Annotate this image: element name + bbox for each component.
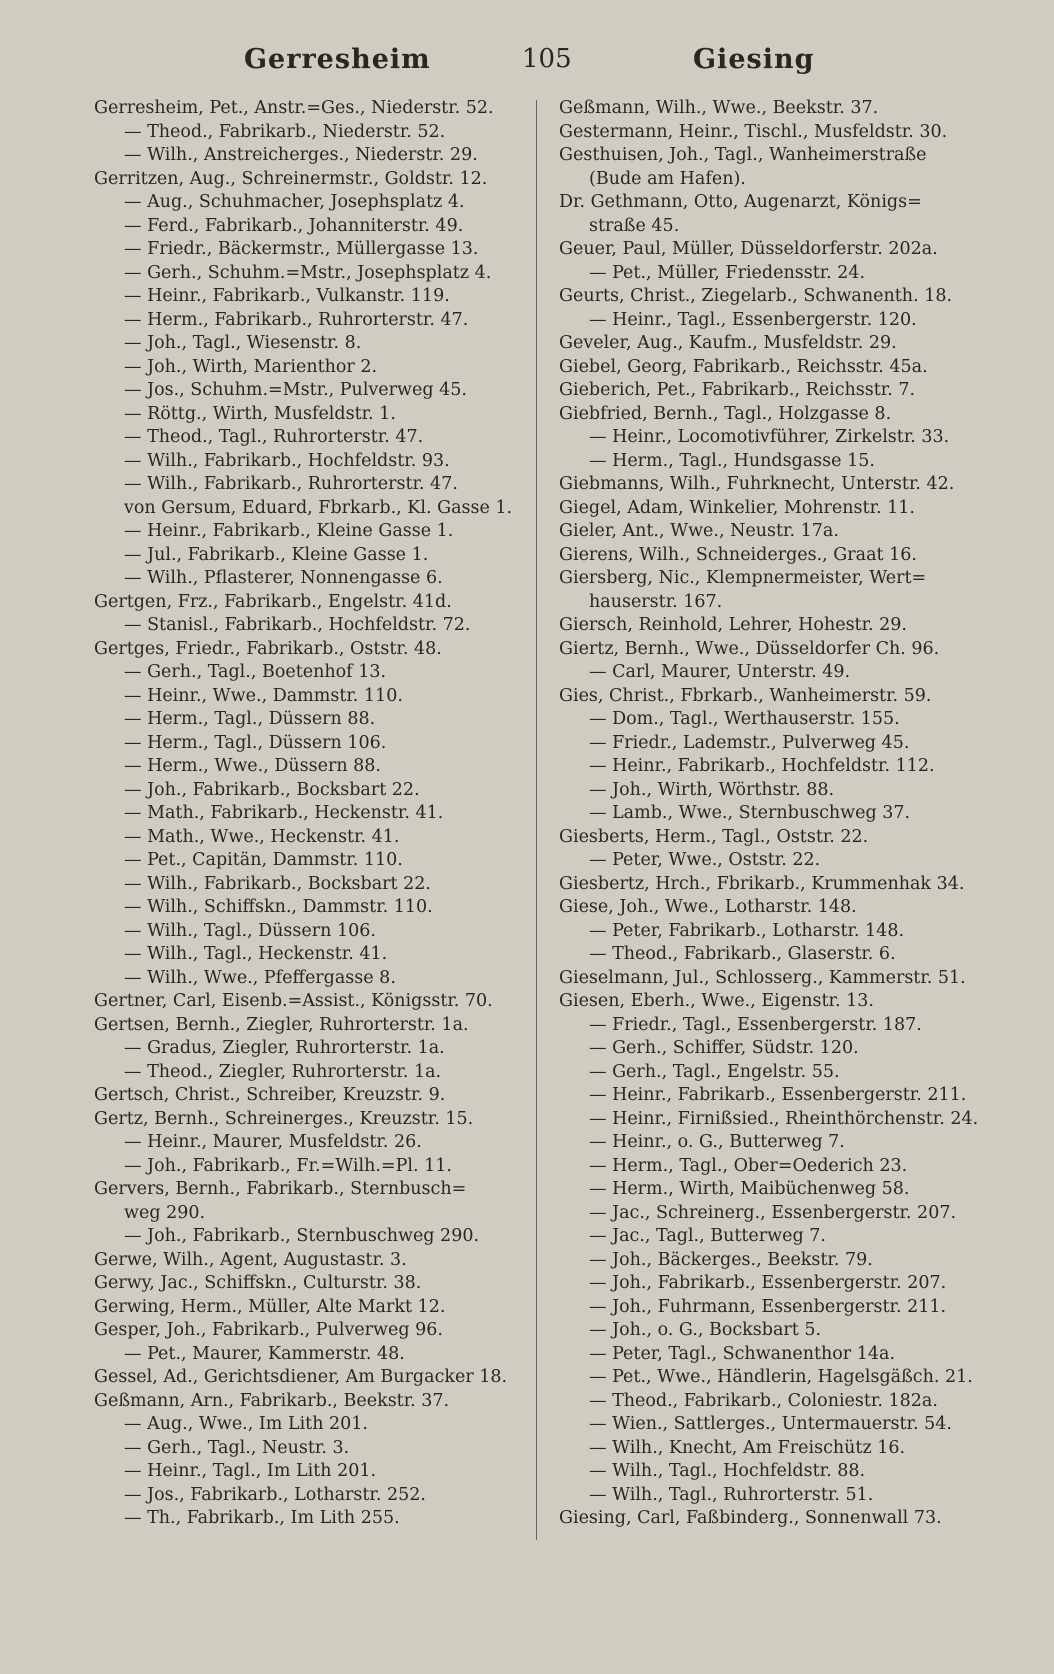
directory-entry: — Jos., Fabrikarb., Lotharstr. 252. — [124, 1484, 426, 1505]
directory-entry: — Heinr., Firnißsied., Rheinthörchenstr. 24. — [589, 1108, 979, 1129]
directory-entry: Gertgen, Frz., Fabrikarb., Engelstr. 41d. — [94, 591, 452, 612]
directory-entry: — Lamb., Wwe., Sternbuschweg 37. — [589, 803, 911, 823]
directory-entry: — Wilh., Knecht, Am Freischütz 16. — [589, 1437, 906, 1458]
directory-entry: Gertner, Carl, Eisenb.=Assist., Königsstr. 70. — [94, 991, 493, 1011]
directory-entry: — Dom., Tagl., Werthauserstr. 155. — [589, 709, 900, 729]
directory-entry: Giertz, Bernh., Wwe., Düsseldorfer Ch. 96. — [559, 638, 940, 659]
directory-entry: Gies, Christ., Fbrkarb., Wanheimerstr. 59. — [559, 685, 932, 706]
directory-entry: — Röttg., Wirth, Musfeldstr. 1. — [124, 403, 396, 424]
directory-entry: — Gerh., Schuhm.=Mstr., Josephsplatz 4. — [124, 262, 492, 283]
directory-entry: Gessel, Ad., Gerichtsdiener, Am Burgacker 18. — [94, 1367, 508, 1387]
page-number: 105 — [522, 44, 572, 74]
directory-entry: — Wilh., Wwe., Pfeffergasse 8. — [124, 967, 396, 988]
directory-entry: Gieberich, Pet., Fabrikarb., Reichsstr. 7. — [559, 380, 916, 400]
directory-entry: — Math., Fabrikarb., Heckenstr. 41. — [124, 803, 444, 823]
directory-entry: — Pet., Capitän, Dammstr. 110. — [124, 850, 403, 870]
directory-entry: Gerresheim, Pet., Anstr.=Ges., Niederstr. 52. — [94, 98, 494, 118]
directory-entry: — Th., Fabrikarb., Im Lith 255. — [124, 1508, 400, 1528]
directory-entry: — Aug., Wwe., Im Lith 201. — [124, 1414, 368, 1434]
directory-entry: Giebfried, Bernh., Tagl., Holzgasse 8. — [559, 403, 892, 424]
directory-entry: Gervers, Bernh., Fabrikarb., Sternbusch= — [94, 1179, 467, 1199]
directory-entry: Gieselmann, Jul., Schlosserg., Kammerstr. 51. — [559, 967, 966, 988]
directory-entry: Gertsch, Christ., Schreiber, Kreuzstr. 9. — [94, 1085, 446, 1105]
directory-entry: — Jul., Fabrikarb., Kleine Gasse 1. — [124, 544, 429, 565]
directory-entry: Geßmann, Wilh., Wwe., Beekstr. 37. — [559, 98, 879, 118]
directory-entry: Gierens, Wilh., Schneiderges., Graat 16. — [559, 544, 917, 565]
directory-entry: — Gerh., Tagl., Boetenhof 13. — [124, 662, 387, 682]
directory-entry: — Friedr., Bäckermstr., Müllergasse 13. — [124, 239, 479, 259]
directory-entry: Geßmann, Arn., Fabrikarb., Beekstr. 37. — [94, 1390, 450, 1411]
directory-entry: — Wilh., Anstreicherges., Niederstr. 29. — [124, 145, 478, 165]
directory-entry: — Herm., Tagl., Hundsgasse 15. — [589, 450, 875, 471]
directory-entry: — Gerh., Tagl., Engelstr. 55. — [589, 1061, 840, 1082]
directory-entry: — Carl, Maurer, Unterstr. 49. — [589, 662, 851, 682]
directory-entry: — Wien., Sattlerges., Untermauerstr. 54. — [589, 1414, 952, 1434]
directory-entry: — Heinr., Tagl., Im Lith 201. — [124, 1461, 377, 1481]
directory-entry: Giersberg, Nic., Klempnermeister, Wert= — [559, 568, 927, 588]
directory-entry: — Theod., Fabrikarb., Niederstr. 52. — [124, 121, 446, 142]
right-column — [559, 97, 989, 1531]
directory-entry: — Joh., o. G., Bocksbart 5. — [589, 1320, 822, 1340]
directory-entry: — Wilh., Tagl., Düssern 106. — [124, 920, 376, 941]
directory-entry: — Heinr., Tagl., Essenbergerstr. 120. — [589, 309, 917, 330]
directory-entry: — Math., Wwe., Heckenstr. 41. — [124, 826, 400, 847]
directory-entry: — Aug., Schuhmacher, Josephsplatz 4. — [124, 192, 465, 212]
directory-entry: — Joh., Bäckerges., Beekstr. 79. — [589, 1249, 873, 1270]
directory-entry: Gesper, Joh., Fabrikarb., Pulverweg 96. — [94, 1320, 443, 1340]
directory-entry: Gieler, Ant., Wwe., Neustr. 17a. — [559, 521, 839, 541]
directory-entry: — Wilh., Tagl., Heckenstr. 41. — [124, 944, 388, 964]
directory-entry: (Bude am Hafen). — [589, 168, 746, 189]
directory-entry: — Herm., Wirth, Maibüchenweg 58. — [589, 1179, 910, 1199]
directory-entry: — Peter, Fabrikarb., Lotharstr. 148. — [589, 920, 905, 941]
directory-entry: hauserstr. 167. — [589, 591, 723, 612]
directory-entry: — Stanisl., Fabrikarb., Hochfeldstr. 72. — [124, 615, 471, 635]
directory-entry: — Gradus, Ziegler, Ruhrorterstr. 1a. — [124, 1038, 445, 1058]
directory-entry: — Herm., Tagl., Düssern 88. — [124, 709, 376, 729]
directory-entry: — Wilh., Fabrikarb., Hochfeldstr. 93. — [124, 450, 450, 471]
directory-entry: — Wilh., Tagl., Ruhrorterstr. 51. — [589, 1484, 874, 1505]
directory-entry: — Heinr., o. G., Butterweg 7. — [589, 1132, 845, 1152]
directory-entry: — Wilh., Schiffskn., Dammstr. 110. — [124, 897, 433, 917]
directory-entry: Gerwy, Jac., Schiffskn., Culturstr. 38. — [94, 1273, 422, 1293]
directory-entry: — Gerh., Tagl., Neustr. 3. — [124, 1437, 350, 1458]
directory-entry: — Friedr., Tagl., Essenbergerstr. 187. — [589, 1014, 922, 1035]
directory-entry: — Herm., Tagl., Düssern 106. — [124, 732, 387, 753]
directory-entry: Giesberts, Herm., Tagl., Oststr. 22. — [559, 826, 869, 847]
directory-entry: Gesthuisen, Joh., Tagl., Wanheimerstraße — [559, 145, 927, 165]
directory-entry: — Peter, Wwe., Oststr. 22. — [589, 850, 821, 870]
directory-entry: — Theod., Fabrikarb., Glaserstr. 6. — [589, 944, 896, 964]
directory-entry: von Gersum, Eduard, Fbrkarb., Kl. Gasse 1. — [124, 497, 513, 518]
directory-entry: Gerwe, Wilh., Agent, Augustastr. 3. — [94, 1249, 407, 1270]
directory-entry: Giersch, Reinhold, Lehrer, Hohestr. 29. — [559, 615, 907, 635]
directory-entry: Giegel, Adam, Winkelier, Mohrenstr. 11. — [559, 497, 915, 518]
directory-entry: — Heinr., Maurer, Musfeldstr. 26. — [124, 1132, 422, 1152]
directory-entry: Dr. Gethmann, Otto, Augenarzt, Königs= — [559, 192, 922, 212]
directory-entry: — Heinr., Fabrikarb., Vulkanstr. 119. — [124, 286, 450, 306]
directory-entry: — Joh., Wirth, Marienthor 2. — [124, 356, 378, 377]
directory-entry: — Joh., Tagl., Wiesenstr. 8. — [124, 333, 362, 353]
directory-entry: Geuer, Paul, Müller, Düsseldorferstr. 202a. — [559, 239, 938, 259]
column-divider — [536, 100, 537, 1540]
directory-entry: — Joh., Fuhrmann, Essenbergerstr. 211. — [589, 1296, 947, 1317]
header-right-keyword: Giesing — [693, 44, 815, 75]
directory-entry: — Wilh., Fabrikarb., Bocksbart 22. — [124, 873, 431, 894]
directory-entry: — Herm., Fabrikarb., Ruhrorterstr. 47. — [124, 309, 469, 330]
directory-entry: — Joh., Fabrikarb., Sternbuschweg 290. — [124, 1226, 480, 1246]
directory-entry: — Pet., Müller, Friedensstr. 24. — [589, 262, 866, 283]
directory-entry: — Friedr., Lademstr., Pulverweg 45. — [589, 732, 910, 753]
directory-entry: — Joh., Wirth, Wörthstr. 88. — [589, 779, 835, 800]
directory-entry: — Peter, Tagl., Schwanenthor 14a. — [589, 1343, 896, 1364]
directory-entry: straße 45. — [589, 215, 680, 236]
directory-entry: — Theod., Ziegler, Ruhrorterstr. 1a. — [124, 1061, 442, 1082]
directory-entry: Giesen, Eberh., Wwe., Eigenstr. 13. — [559, 991, 874, 1011]
directory-entry: — Jac., Tagl., Butterweg 7. — [589, 1226, 826, 1246]
directory-entry: — Wilh., Pflasterer, Nonnengasse 6. — [124, 568, 443, 588]
directory-entry: — Theod., Fabrikarb., Coloniestr. 182a. — [589, 1390, 938, 1411]
directory-entry: Gertsen, Bernh., Ziegler, Ruhrorterstr. 1a. — [94, 1014, 469, 1035]
directory-entry: Gerwing, Herm., Müller, Alte Markt 12. — [94, 1296, 446, 1317]
directory-entry: Giesing, Carl, Faßbinderg., Sonnenwall 73. — [559, 1508, 942, 1528]
directory-entry: Giese, Joh., Wwe., Lotharstr. 148. — [559, 897, 857, 917]
directory-entry: — Pet., Wwe., Händlerin, Hagelsgäßch. 21. — [589, 1367, 973, 1387]
page-header — [0, 44, 1054, 84]
directory-entry: weg 290. — [124, 1202, 206, 1223]
directory-entry: Giesbertz, Hrch., Fbrikarb., Krummenhak 34. — [559, 873, 965, 894]
left-column — [94, 97, 529, 1531]
directory-entry: — Heinr., Locomotivführer, Zirkelstr. 33. — [589, 427, 950, 447]
header-left-keyword: Gerresheim — [244, 44, 431, 75]
directory-entry: — Heinr., Wwe., Dammstr. 110. — [124, 685, 403, 706]
directory-entry: — Jos., Schuhm.=Mstr., Pulverweg 45. — [124, 380, 467, 400]
directory-entry: Geveler, Aug., Kaufm., Musfeldstr. 29. — [559, 333, 897, 353]
directory-entry: — Heinr., Fabrikarb., Hochfeldstr. 112. — [589, 756, 935, 776]
directory-entry: — Ferd., Fabrikarb., Johanniterstr. 49. — [124, 215, 464, 236]
directory-entry: — Herm., Wwe., Düssern 88. — [124, 756, 381, 776]
directory-entry: — Gerh., Schiffer, Südstr. 120. — [589, 1038, 859, 1058]
directory-entry: — Jac., Schreinerg., Essenbergerstr. 207. — [589, 1202, 957, 1223]
directory-entry: — Herm., Tagl., Ober=Oederich 23. — [589, 1155, 908, 1176]
directory-entry: — Wilh., Fabrikarb., Ruhrorterstr. 47. — [124, 474, 458, 494]
directory-entry: Gestermann, Heinr., Tischl., Musfeldstr. 30. — [559, 121, 948, 142]
directory-entry: — Joh., Fabrikarb., Essenbergerstr. 207. — [589, 1273, 947, 1293]
directory-entry: Gertges, Friedr., Fabrikarb., Oststr. 48. — [94, 638, 442, 659]
directory-entry: Gertz, Bernh., Schreinerges., Kreuzstr. 15. — [94, 1108, 474, 1129]
directory-entry: — Heinr., Fabrikarb., Kleine Gasse 1. — [124, 521, 454, 541]
directory-entry: — Joh., Fabrikarb., Bocksbart 22. — [124, 779, 420, 800]
directory-entry: — Pet., Maurer, Kammerstr. 48. — [124, 1343, 405, 1364]
directory-entry: Giebmanns, Wilh., Fuhrknecht, Unterstr. 42. — [559, 474, 955, 494]
directory-entry: — Theod., Tagl., Ruhrorterstr. 47. — [124, 427, 424, 447]
directory-entry: Geurts, Christ., Ziegelarb., Schwanenth. 18. — [559, 286, 953, 306]
directory-entry: Gerritzen, Aug., Schreinermstr., Goldstr. 12. — [94, 168, 488, 189]
directory-entry: — Joh., Fabrikarb., Fr.=Wilh.=Pl. 11. — [124, 1155, 452, 1176]
directory-entry: — Heinr., Fabrikarb., Essenbergerstr. 211. — [589, 1085, 967, 1105]
directory-entry: — Wilh., Tagl., Hochfeldstr. 88. — [589, 1461, 866, 1481]
directory-entry: Giebel, Georg, Fabrikarb., Reichsstr. 45a. — [559, 356, 928, 377]
